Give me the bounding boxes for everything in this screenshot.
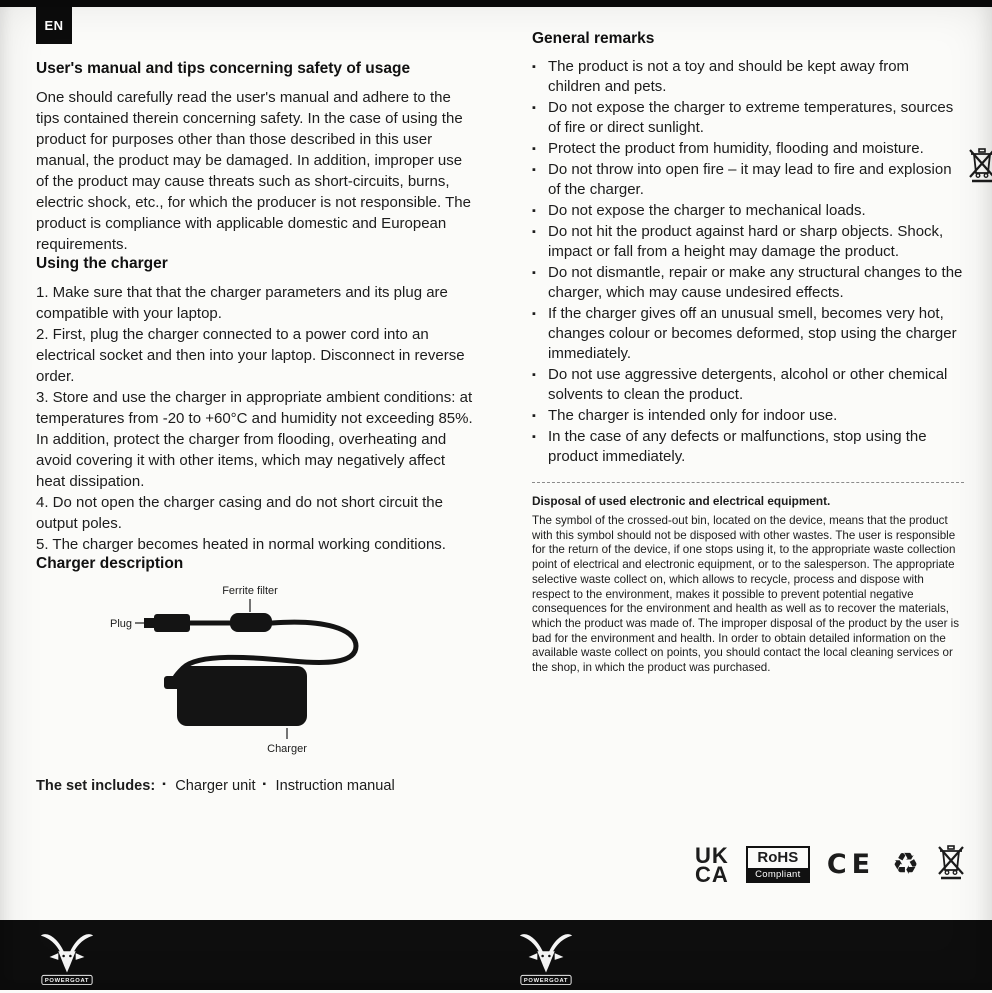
goat-emblem <box>517 926 575 988</box>
using-step: 5. The charger becomes heated in normal working conditions. <box>36 536 446 553</box>
ferrite-filter-label: Ferrite filter <box>222 585 278 597</box>
ce-mark: CE <box>826 849 876 880</box>
plug-tip <box>144 618 154 628</box>
goat-ear-left <box>50 953 59 960</box>
brand-name: POWERGOAT <box>44 978 90 985</box>
charger-label: Charger <box>267 743 307 755</box>
rohs-title: RoHS <box>757 849 799 866</box>
language-badge-label: EN <box>44 18 64 33</box>
remark-item: ▪ Do not expose the charger to mechanical loads. <box>532 201 964 221</box>
goat-ear-right <box>555 953 564 960</box>
right-column <box>532 30 964 676</box>
ukca-bottom: CA <box>695 861 729 887</box>
charger-description-heading: Charger description <box>36 555 184 572</box>
brand-logo <box>517 926 575 993</box>
charger-diagram-graphic <box>102 582 422 760</box>
charger-body <box>177 666 307 726</box>
set-includes-item: ▪ Instruction manual <box>263 778 395 794</box>
goat-eye <box>548 955 551 958</box>
remark-item: ▪ Do not dismantle, repair or make any structural changes to the charger, which may cause undesired effects. <box>532 263 964 303</box>
brand-name: POWERGOAT <box>523 978 569 985</box>
ukca-mark <box>695 842 729 887</box>
goat-eye <box>541 955 544 958</box>
dashed-divider <box>532 482 964 483</box>
set-includes-item: ▪ Charger unit <box>162 778 255 794</box>
goat-eye <box>69 955 72 958</box>
crossed-bin-cert-icon <box>936 843 966 886</box>
general-remarks-heading: General remarks <box>532 30 655 47</box>
remark-item: ▪ Do not throw into open fire – it may lead to fire and explosion of the charger. <box>532 160 964 200</box>
remark-item: ▪ The charger is intended only for indoor use. <box>532 406 964 426</box>
general-remarks-list <box>532 57 964 467</box>
recycle-icon: ♻ <box>892 846 919 882</box>
remark-item: ▪ Do not expose the charger to extreme temperatures, sources of fire or direct sunlight. <box>532 98 964 138</box>
remark-item: ▪ Do not hit the product against hard or sharp objects. Shock, impact or fall from a height may damage the product. <box>532 222 964 262</box>
safety-paragraph: One should carefully read the user's manual and adhere to the tips contained therein concerning safety. In the case of using the product for purposes other than those described in this user manual, the product may be damaged. In addition, improper use of the product may cause threats such as short-circuits, burns, electric shock, etc., for which the producer is not responsible. The product is compliance with applicable domestic and European requirements. <box>36 89 471 253</box>
using-step: 2. First, plug the charger connected to a power cord into an electrical socket and then into your laptop. Disconnect in reverse order. <box>36 326 465 385</box>
rohs-mark <box>746 846 810 883</box>
goat-horn-right <box>70 934 93 954</box>
brand-logo <box>38 926 96 993</box>
goat-emblem <box>38 926 96 988</box>
language-badge <box>36 7 72 44</box>
goat-face <box>58 951 75 972</box>
goat-ear-left <box>529 953 538 960</box>
goat-horn-left <box>520 934 543 954</box>
using-step: 1. Make sure that that the charger parameters and its plug are compatible with your laptop. <box>36 284 448 322</box>
using-step: 3. Store and use the charger in appropriate ambient conditions: at temperatures from -20 to +60°C and humidity not exceeding 85%. In addition, protect the charger from flooding, overheating and avoid covering it with other items, which may negatively affect heat dissipation. <box>36 389 473 490</box>
rohs-subtitle: Compliant <box>748 868 808 881</box>
top-black-strip <box>0 0 992 7</box>
ukca-top: UK <box>695 842 729 868</box>
plug-body <box>154 614 190 632</box>
using-step: 4. Do not open the charger casing and do not short circuit the output poles. <box>36 494 443 532</box>
remark-item: ▪ The product is not a toy and should be kept away from children and pets. <box>532 57 964 97</box>
set-includes-label: The set includes: <box>36 778 156 794</box>
crossed-bin-icon <box>936 843 966 881</box>
goat-ear-right <box>76 953 85 960</box>
ferrite-filter <box>230 613 272 632</box>
disposal-paragraph: The symbol of the crossed-out bin, located on the device, means that the product with this symbol should not be disposed with other wastes. The user is responsible for the return of the device, if one stops using it, to the appropriate waste collection point of electrical and electronic equipment, or to the salesperson. The appropriate selective waste collect on, which allows to recycle, process and dispose with respect to the environment, makes it possible to prevent potential negative consequences for the environment and health as well as to recover the materials, which the product was made of. The improper disposal of the product by the user is bad for the environment and health. In order to obtain detailed information on the available waste collect on points, you should contact the local cleaning services or the shop, in which the product was purchased. <box>532 514 960 675</box>
remark-item: ▪ In the case of any defects or malfunctions, stop using the product immediately. <box>532 427 964 467</box>
goat-horn-left <box>41 934 64 954</box>
safety-heading: User's manual and tips concerning safety of usage <box>36 60 411 77</box>
remark-item: ▪ Do not use aggressive detergents, alcohol or other chemical solvents to clean the product. <box>532 365 964 405</box>
goat-face <box>537 951 554 972</box>
goat-eye <box>62 955 65 958</box>
using-charger-heading: Using the charger <box>36 255 168 272</box>
plug-label: Plug <box>110 618 133 630</box>
remark-item: ▪ Protect the product from humidity, flooding and moisture. <box>532 139 964 159</box>
crossed-bin-icon <box>967 146 992 184</box>
crossed-bin-edge-icon <box>967 146 992 189</box>
left-column <box>36 60 474 794</box>
footer-bar <box>0 920 992 990</box>
disposal-heading: Disposal of used electronic and electrical equipment. <box>532 494 831 508</box>
remark-item: ▪ If the charger gives off an unusual smell, becomes very hot, changes colour or becomes deformed, stop using the charger immediately. <box>532 304 964 364</box>
certification-marks <box>695 843 966 886</box>
charger-diagram <box>102 582 474 765</box>
set-includes-line <box>36 778 474 794</box>
goat-horn-right <box>549 934 572 954</box>
